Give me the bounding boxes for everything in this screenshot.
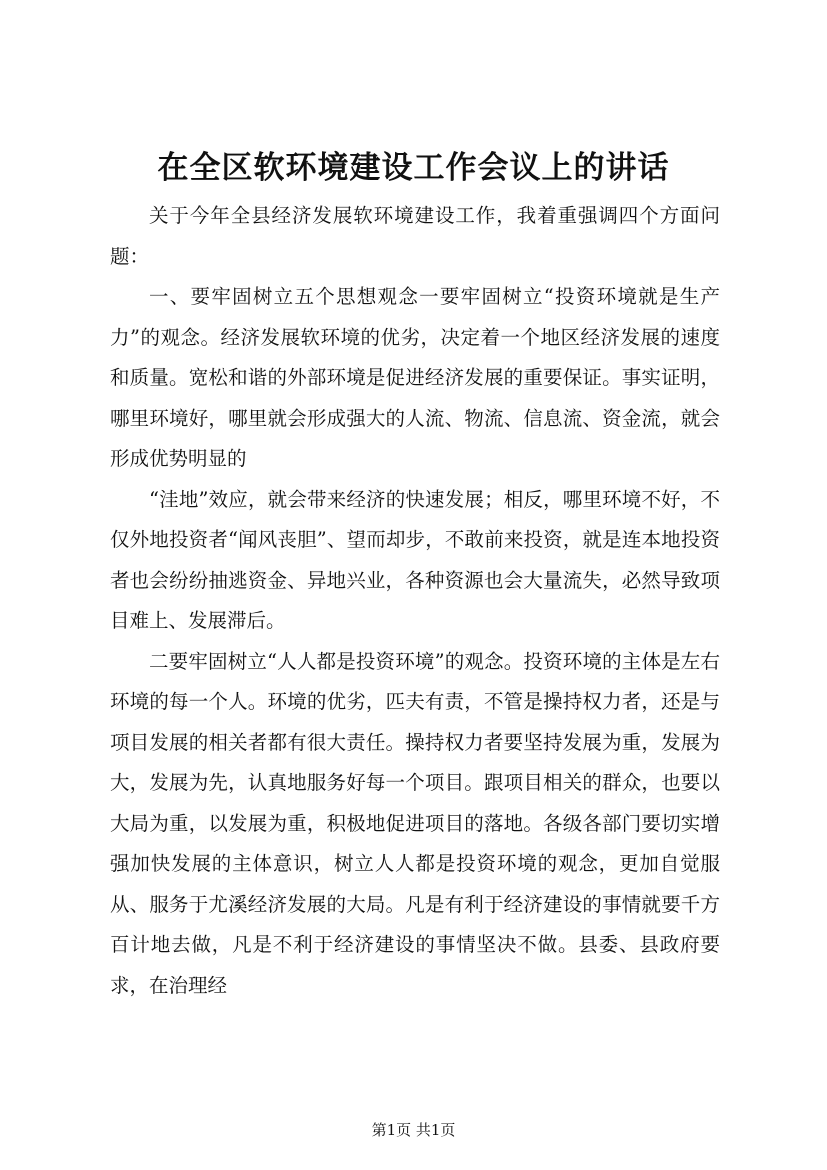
paragraph-depression-effect: “洼地”效应，就会带来经济的快速发展；相反，哪里环境不好，不仅外地投资者“闻风丧胆”、望而却步，不敢前来投资，就是连本地投资者也会纷纷抽逃资金、异地兴业，各种资源也会大量流失，必然导致项目难上、发展滞后。: [110, 487, 720, 632]
document-body: [110, 196, 720, 1006]
paragraph-point-one: 一、要牢固树立五个思想观念一要牢固树立“投资环境就是生产力”的观念。经济发展软环境的优劣，决定着一个地区经济发展的速度和质量。宽松和谐的外部环境是促进经济发展的重要保证。事实证明，哪里环境好，哪里就会形成强大的人流、物流、信息流、资金流，就会形成优势明显的: [110, 285, 720, 470]
paragraph-point-two: 二要牢固树立“人人都是投资环境”的观念。投资环境的主体是左右环境的每一个人。环境的优劣，匹夫有责，不管是操持权力者，还是与项目发展的相关者都有很大责任。操持权力者要坚持发展为重，发展为大，发展为先，认真地服务好每一个项目。跟项目相关的群众，也要以大局为重，以发展为重，积极地促进项目的落地。各级各部门要切实增强加快发展的主体意识，树立人人都是投资环境的观念，更加自觉服从、服务于尤溪经济发展的大局。凡是有利于经济建设的事情就要千方百计地去做，凡是不利于经济建设的事情坚决不做。县委、县政府要求，在治理经: [110, 649, 720, 997]
paragraph-intro: 关于今年全县经济发展软环境建设工作，我着重强调四个方面问题：: [110, 204, 720, 268]
document-title: 在全区软环境建设工作会议上的讲话: [157, 150, 670, 186]
page-footer: 第1页 共1页: [371, 1121, 456, 1139]
